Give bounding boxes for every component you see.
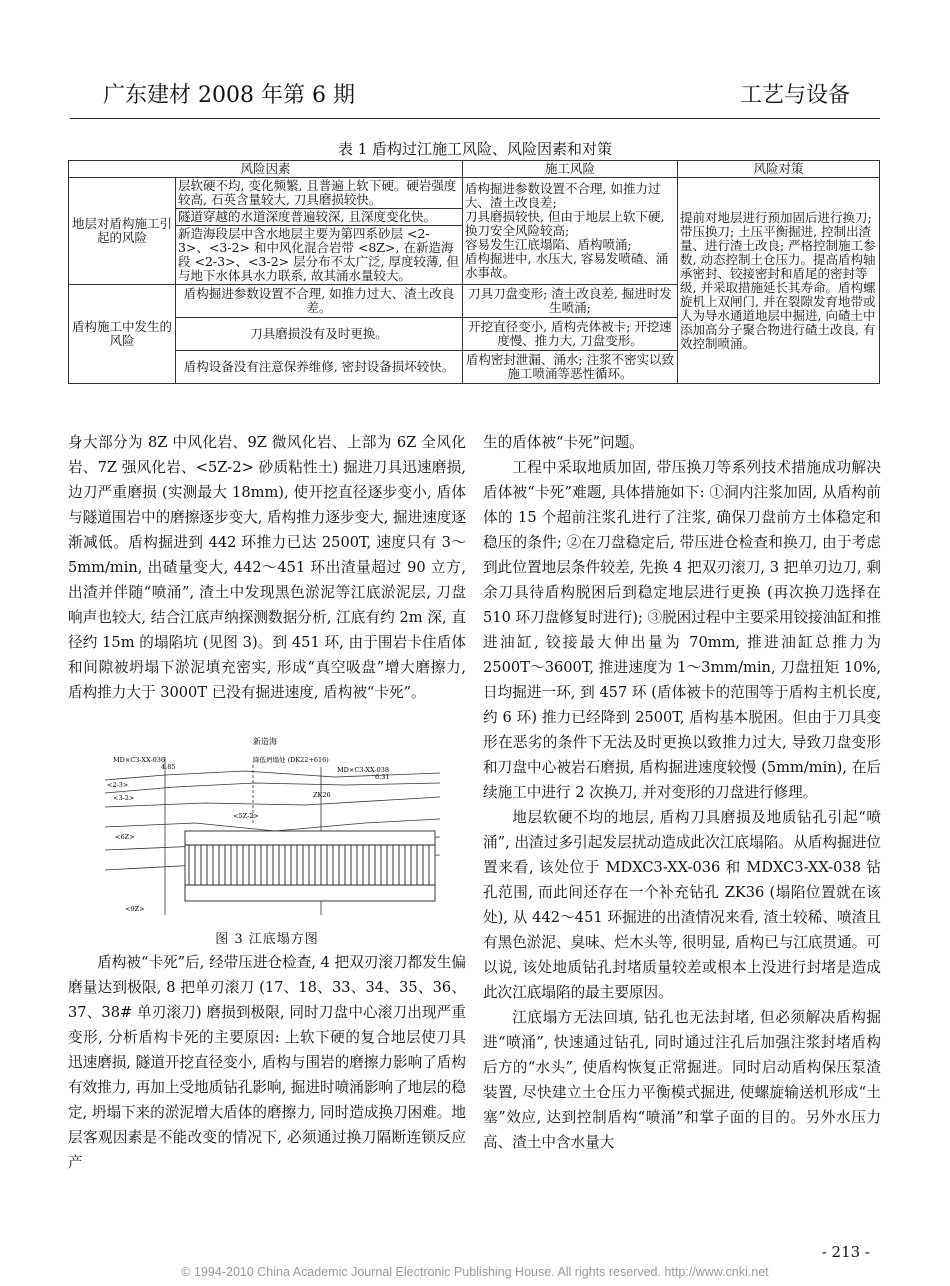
paragraph: 身大部分为 8Z 中风化岩、9Z 微风化岩、上部为 6Z 全风化岩、7Z 强风化岩、<5Z-2> 砂质粘性土) 掘进刀具迅速磨损, 边刀严重磨损 (实测最大 18mm), 使开挖直径逐步变小, 盾体与隧道围岩中的磨擦逐步变大, 盾构推力逐步变大, 掘进速度逐渐减低。盾构掘进到 442 环推力已达 2500T, 速度只有 3～5mm/min, 出碴量变大, 442～451 环出渣量超过 90 立方, 出渣并伴随“喷涌”, 渣土中发现黑色淤泥等江底淤泥层, 刀盘响声也较大, 结合江底声纳探测数据分析, 江底有约 2m 深, 直径约 15m 的塌陷坑 (见图 3)。到 451 环, 由于围岩卡住盾体和间隙被坍塌下淤泥填充密实, 形成“真空吸盘”增大磨擦力, 盾构推力大于 3000T 已没有掘进速度, 盾构被“卡死”。 <box>68 434 466 701</box>
borehole-label-zk: ZK26 <box>313 791 331 799</box>
figure-title: 新造海 <box>253 737 277 746</box>
stratum-label: <5Z-2> <box>233 812 259 820</box>
depth-label: 6.31 <box>375 773 390 781</box>
table-cell: 盾构掘进参数设置不合理, 如推力过大、渣土改良差; 刀具磨损较快, 但由于地层上软下硬, 换刀安全风险较高; 容易发生江底塌陷、盾构喷涌; 盾构掘进中, 水压大, 容易发喷碴、涌水事故。 <box>463 178 678 285</box>
paragraph: 江底塌方无法回填, 钻孔也无法封堵, 但必须解决盾构掘进“喷涌”, 快速通过钻孔, 同时通过注孔后加强注浆封堵盾构后方的“水头”, 使盾构恢复正常掘进。同时启动盾构保压泵渣装置, 尽快建立土仓压力平衡模式掘进, 使螺旋输送机形成“土塞”效应, 达到控制盾构“喷涌”和掌子面的目的。另外水压力高、渣土中含水量大 <box>483 1009 881 1151</box>
table-row <box>69 178 880 209</box>
countermeasure-cell: 提前对地层进行预加固后进行换刀; 带压换刀; 土压平衡掘进, 控制出渣量、进行渣土改良; 严格控制施工参数, 动态控制土仓压力。提高盾构轴承密封、铰接密封和盾尾的密封等级, 并采取措施延长其寿命。盾构螺旋机上双闸门, 并在裂隙发育地带或人为导水通道地层中掘进, 向碴土中添加高分子聚合物进行碴土改良, 有效控制喷涌。 <box>678 178 880 384</box>
paragraph: 盾构被“卡死”后, 经带压进仓检查, 4 把双刃滚刀都发生偏磨量达到极限, 8 把单刃滚刀 (17、18、33、34、35、36、37、38# 单刃滚刀) 磨损到极限, 同时刀盘中心滚刀出现严重变形, 分析盾构卡死的主要原因: 上软下硬的复合地层使刀具迅速磨损, 隧道开挖直径变小, 盾构与围岩的磨擦力影响了盾构有效推力, 再加上受地质钻孔影响, 掘进时喷涌影响了地层的稳定, 坍塌下来的淤泥增大盾体的磨擦力, 同时造成换刀困难。地层客观因素是不能改变的情况下, 必须通过换刀隔断连锁反应产 <box>68 954 466 1171</box>
right-column-text <box>483 430 881 1155</box>
table-header-row <box>69 161 880 178</box>
stratum-label: <2-3> <box>107 781 129 789</box>
col-header-factor: 风险因素 <box>69 161 463 178</box>
paragraph: 地层软硬不均的地层, 盾构刀具磨损及地质钻孔引起“喷涌”, 出渣过多引起发层扰动造成此次江底塌陷。从盾构掘进位置来看, 该处位于 MDXC3-XX-036 和 MDXC3-XX-038 钻孔范围, 而此间还存在一个补充钻孔 ZK36 (塌陷位置就在该处), 从 442～451 环掘进的出渣情况来看, 渣土较稀、喷渣且有黑色淤泥、臭味、烂木头等, 很明显, 盾构已与江底贯通。可以说, 该处地质钻孔封堵质量较差或根本上没进行封堵是造成此次江底塌陷的最主要原因。 <box>483 809 881 1001</box>
depth-label: 4.85 <box>161 763 176 771</box>
stratum-label: <6Z> <box>115 833 135 841</box>
col-header-risk: 施工风险 <box>463 161 678 178</box>
collapse-figure <box>105 735 440 915</box>
borehole-label-036: MD×C3-XX-036 <box>113 756 166 764</box>
table-cell: 层软硬不均, 变化频繁, 且普遍上软下硬。硬岩强度较高, 石英含量较大, 刀具磨损较快。 <box>176 178 463 209</box>
figure-caption: 图 3 江底塌方图 <box>215 932 319 947</box>
borehole-label-038: MD×C3-XX-038 <box>337 766 390 774</box>
stratum-label: <3-2> <box>113 794 135 802</box>
stratum-label: <9Z> <box>125 905 145 913</box>
page-number: - 213 - <box>821 1243 870 1261</box>
left-column-text-bottom <box>68 950 466 1175</box>
group-label-construction: 盾构施工中发生的风险 <box>69 285 176 384</box>
header-divider <box>70 118 880 119</box>
table-cell: 刀具磨损没有及时更换。 <box>176 318 463 351</box>
risk-table <box>68 160 880 384</box>
table-cell: 盾构掘进参数设置不合理, 如推力过大、渣土改良差。 <box>176 285 463 318</box>
paragraph: 生的盾体被“卡死”问题。 <box>483 434 644 451</box>
col-header-countermeasure: 风险对策 <box>678 161 880 178</box>
collapse-location-label: 降低坍塌处 (DK22+616) <box>253 756 329 764</box>
table-title: 表 1 盾构过江施工风险、风险因素和对策 <box>337 140 613 158</box>
copyright-footer: © 1994-2010 China Academic Journal Electronic Publishing House. All rights reserved. http://www.cnki.net <box>181 1265 769 1279</box>
table-cell: 隧道穿越的水道深度普遍较深, 且深度变化快。 <box>176 209 463 226</box>
table-cell: 开挖直径变小, 盾构壳体被卡; 开挖速度慢、推力大, 刀盘变形。 <box>463 318 678 351</box>
journal-header: 广东建材 2008 年第 6 期 <box>103 83 355 108</box>
group-label-strata: 地层对盾构施工引起的风险 <box>69 178 176 285</box>
tunnel-segments <box>185 831 435 901</box>
section-header: 工艺与设备 <box>739 83 850 108</box>
table-cell: 新造海段层中含水地层主要为第四系砂层 <2-3>、<3-2> 和中风化混合岩带 <8Z>, 在新造海段 <2-3>、<3-2> 层分布不太广泛, 厚度较薄, 但与地下水体具水力联系, 故其涌水量较大。 <box>176 226 463 285</box>
table-cell: 盾构设备没有注意保养维修, 密封设备损坏较快。 <box>176 351 463 384</box>
table-cell: 盾构密封泄漏、涌水; 注浆不密实以致施工喷涌等恶性循环。 <box>463 351 678 384</box>
left-column-text-top <box>68 430 466 705</box>
table-cell: 刀具刀盘变形; 渣土改良差, 掘进时发生喷涌; <box>463 285 678 318</box>
paragraph: 工程中采取地质加固, 带压换刀等系列技术措施成功解决盾体被“卡死”难题, 具体措施如下: ①洞内注浆加固, 从盾构前体的 15 个超前注浆孔进行了注浆, 确保刀盘前方土体稳定和稳压的条件; ②在刀盘稳定后, 带压进仓检查和换刀, 由于考虑到此位置地层条件较差, 先换 4 把双刃滚刀, 3 把单刃边刀, 剩余刀具待盾构脱困后到稳定地层进行更换 (再次换刀选择在 510 环刀盘修复时进行); ③脱困过程中主要采用铰接油缸和推进油缸, 铰接最大伸出量为 70mm, 推进油缸总推力为 2500T～3600T, 推进速度为 1～3mm/min, 刀盘扭矩 10%, 日均掘进一环, 到 457 环 (盾体被卡的范围等于盾构主机长度, 约 6 环) 推力已经降到 2500T, 盾构基本脱困。但由于刀具变形在恶劣的条件下无法及时更换以致推力过大, 导致刀盘变形和刀盘中心被岩石磨损, 盾构掘进速度较慢 (5mm/min), 在后续施工中进行 2 次换刀, 并对变形的刀盘进行修理。 <box>483 459 881 801</box>
